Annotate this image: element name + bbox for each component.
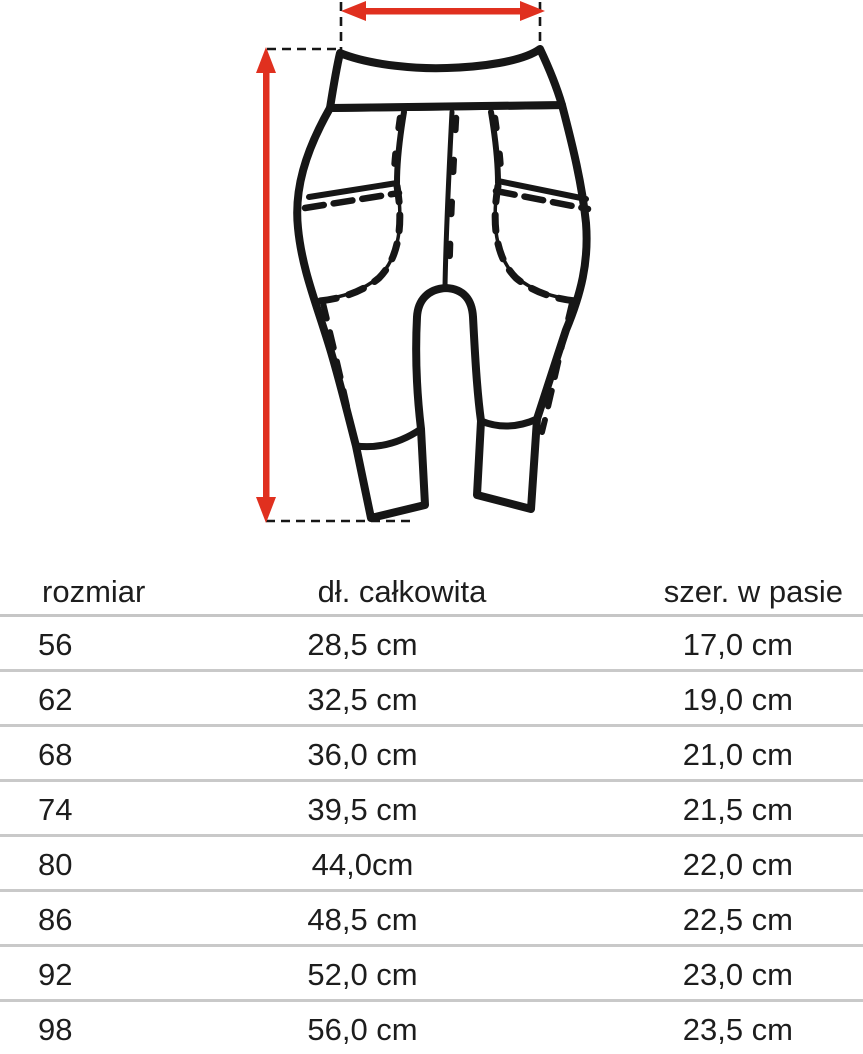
cell-waist: 23,0 cm — [535, 946, 863, 1001]
cell-waist: 23,5 cm — [535, 1001, 863, 1054]
cell-size: 80 — [0, 836, 190, 891]
table-row — [0, 836, 863, 891]
table-row — [0, 946, 863, 1001]
header-rozmiar: rozmiar — [0, 570, 190, 616]
cell-length: 32,5 cm — [190, 671, 535, 726]
table-row — [0, 671, 863, 726]
cell-length: 56,0 cm — [190, 1001, 535, 1054]
cell-waist: 17,0 cm — [535, 616, 863, 671]
cell-length: 39,5 cm — [190, 781, 535, 836]
table-row — [0, 616, 863, 671]
cell-length: 44,0cm — [190, 836, 535, 891]
table-row — [0, 726, 863, 781]
cell-size: 68 — [0, 726, 190, 781]
cell-waist: 22,5 cm — [535, 891, 863, 946]
cell-waist: 21,0 cm — [535, 726, 863, 781]
cell-waist: 21,5 cm — [535, 781, 863, 836]
cell-size: 86 — [0, 891, 190, 946]
waistband — [330, 49, 562, 108]
pants-outline — [297, 49, 588, 518]
cell-size: 98 — [0, 1001, 190, 1054]
cell-size: 92 — [0, 946, 190, 1001]
size-table — [0, 570, 863, 1054]
cell-size: 62 — [0, 671, 190, 726]
table-row — [0, 1001, 863, 1054]
table-row — [0, 781, 863, 836]
table-row — [0, 891, 863, 946]
cell-size: 56 — [0, 616, 190, 671]
size-table-header — [0, 570, 863, 616]
height-arrow-icon — [256, 47, 276, 523]
cell-size: 74 — [0, 781, 190, 836]
header-dl-calkowita: dł. całkowita — [190, 570, 535, 616]
width-arrow-icon — [341, 1, 545, 21]
cell-length: 28,5 cm — [190, 616, 535, 671]
cell-length: 36,0 cm — [190, 726, 535, 781]
cell-length: 48,5 cm — [190, 891, 535, 946]
header-szer-w-pasie: szer. w pasie — [535, 570, 863, 616]
size-table-body — [0, 616, 863, 1054]
pants-body — [297, 105, 586, 518]
cell-waist: 22,0 cm — [535, 836, 863, 891]
cell-waist: 19,0 cm — [535, 671, 863, 726]
cell-length: 52,0 cm — [190, 946, 535, 1001]
